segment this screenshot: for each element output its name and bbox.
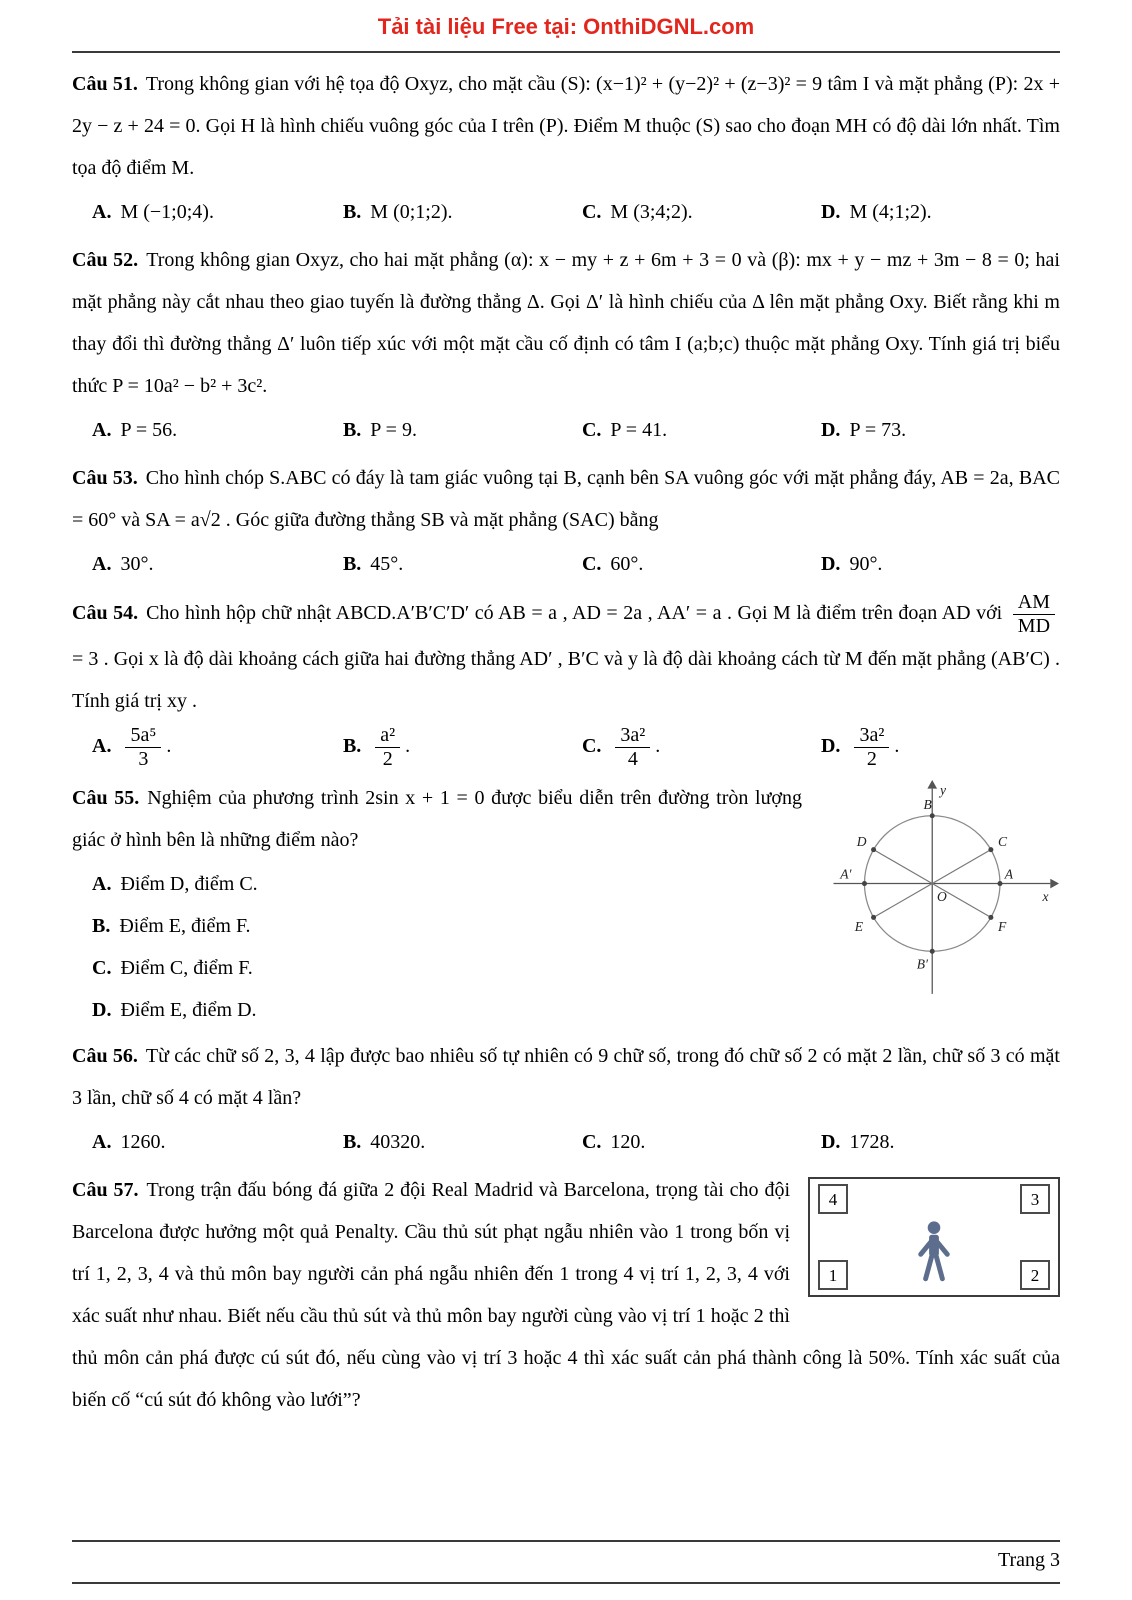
option-d [821, 724, 1060, 771]
question-54 [72, 591, 1060, 722]
question-51-options [72, 191, 1060, 233]
option-text: M (0;1;2). [370, 201, 453, 223]
unit-circle-diagram [818, 779, 1060, 1002]
option-text: P = 41. [610, 419, 668, 441]
option-letter: D. [820, 1131, 841, 1153]
question-51 [72, 63, 1060, 189]
label-y-axis: y [939, 782, 946, 798]
option-letter: B. [342, 735, 362, 758]
option-letter: B. [342, 553, 362, 575]
fraction-denominator: 3 [138, 748, 149, 770]
option-c [582, 1121, 821, 1163]
goal-position-3: 3 [1020, 1184, 1050, 1214]
option-suffix: . [166, 735, 172, 758]
option-text: 40320. [370, 1131, 426, 1153]
fraction-numerator: 3a² [615, 724, 650, 748]
question-51-text: Trong không gian với hệ tọa độ Oxyz, cho mặt cầu (S): (x−1)² + (y−2)² + (z−3)² = 9 tâm I và mặt phẳng (P): 2x + 2y − z + 24 = 0. Gọi H là hình chiếu vuông góc của I trên (P). Điểm M thuộc (S) sao cho đoạn MH có độ dài lớn nhất. Tìm tọa độ điểm M. [72, 73, 1060, 179]
option-text: P = 56. [120, 419, 178, 441]
option-b [343, 1121, 582, 1163]
fraction-numerator: 3a² [854, 724, 889, 748]
option-text: Điểm E, điểm D. [120, 999, 257, 1021]
question-57-block [72, 1169, 1060, 1423]
option-letter: A. [92, 1131, 112, 1153]
option-letter: A. [92, 735, 112, 758]
option-text: 1728. [849, 1131, 895, 1153]
option-a [92, 409, 343, 451]
option-letter: B. [342, 419, 362, 441]
option-text: M (3;4;2). [610, 201, 693, 223]
option-d [821, 409, 1060, 451]
fraction-denominator: 2 [866, 748, 877, 770]
option-suffix: . [894, 735, 900, 758]
option-letter: C. [581, 1131, 602, 1153]
question-55-block [72, 777, 1060, 1031]
option-letter: B. [342, 1131, 362, 1153]
option-c [582, 191, 821, 233]
label-point-A-prime: A′ [840, 866, 852, 882]
option-text: 1260. [120, 1131, 166, 1153]
option-b [343, 543, 582, 585]
question-52-options [72, 409, 1060, 451]
option-letter: A. [92, 553, 112, 575]
unit-circle-svg [818, 779, 1060, 1002]
option-letter: A. [92, 419, 112, 441]
label-point-E: E [854, 918, 864, 934]
question-56-text: Từ các chữ số 2, 3, 4 lập được bao nhiêu số tự nhiên có 9 chữ số, trong đó chữ số 2 có mặt 2 lần, chữ số 3 có mặt 3 lần, chữ số 4 có mặt 4 lần? [72, 1045, 1060, 1109]
goal-position-1: 1 [818, 1260, 848, 1290]
fraction [125, 724, 161, 771]
option-letter: C. [581, 419, 602, 441]
page-number: Trang 3 [997, 1549, 1060, 1571]
question-52-label: Câu 52. [72, 249, 139, 271]
question-53-label: Câu 53. [72, 467, 138, 489]
fraction [375, 724, 400, 771]
goal-position-4: 4 [818, 1184, 848, 1214]
option-letter: C. [581, 553, 602, 575]
option-d [821, 191, 1060, 233]
option-letter: C. [92, 957, 112, 979]
label-point-B: B [923, 797, 932, 813]
option-suffix: . [655, 735, 661, 758]
label-point-A: A [1004, 866, 1014, 882]
option-c [582, 543, 821, 585]
fraction-numerator: AM [1013, 591, 1055, 615]
option-letter: C. [581, 201, 602, 223]
question-52-block [72, 239, 1060, 451]
option-text: 60°. [610, 553, 644, 575]
option-suffix: . [405, 735, 411, 758]
option-letter: B. [92, 915, 111, 937]
page-title: Tải tài liệu Free tại: OnthiDGNL.com [377, 14, 755, 39]
question-53 [72, 457, 1060, 541]
option-c [582, 409, 821, 451]
option-letter: D. [820, 419, 841, 441]
question-54-text-2: = 3 . Gọi x là độ dài khoảng cách giữa hai đường thẳng AD′ , B′C và y là độ dài khoảng cách từ M đến mặt phẳng (AB′C) . Tính giá trị xy . [72, 648, 1060, 712]
option-text: 45°. [370, 553, 404, 575]
fraction-denominator: MD [1017, 615, 1051, 637]
option-text: Điểm C, điểm F. [120, 957, 253, 979]
option-a [92, 1121, 343, 1163]
question-53-block [72, 457, 1060, 585]
option-letter: B. [342, 201, 362, 223]
fraction-denominator: 2 [382, 748, 393, 770]
option-a [92, 543, 343, 585]
option-d [821, 543, 1060, 585]
option-text: 90°. [849, 553, 883, 575]
option-letter: D. [820, 553, 841, 575]
footer-bottom-divider [72, 1582, 1060, 1584]
question-56-options [72, 1121, 1060, 1163]
option-text: Điểm E, điểm F. [119, 915, 251, 937]
question-56-label: Câu 56. [72, 1045, 138, 1067]
question-57-label: Câu 57. [72, 1179, 139, 1201]
goalkeeper-icon [913, 1217, 955, 1293]
question-55-label: Câu 55. [72, 787, 140, 809]
option-b [343, 409, 582, 451]
fraction-am-md [1013, 591, 1055, 638]
fraction [615, 724, 650, 771]
question-54-text-1: Cho hình hộp chữ nhật ABCD.A′B′C′D′ có AB = a , AD = 2a , AA′ = a . Gọi M là điểm trên đoạn AD với [146, 602, 1003, 625]
option-letter: D. [92, 999, 112, 1021]
page-footer [72, 1540, 1060, 1586]
option-letter: D. [820, 735, 841, 758]
option-text: P = 9. [370, 419, 417, 441]
option-letter: D. [820, 201, 841, 223]
question-54-label: Câu 54. [72, 602, 139, 625]
option-text: 120. [610, 1131, 646, 1153]
option-c [582, 724, 821, 771]
option-letter: A. [92, 873, 112, 895]
option-b [343, 191, 582, 233]
label-point-F: F [998, 918, 1007, 934]
option-text: Điểm D, điểm C. [120, 873, 258, 895]
label-x-axis: x [1042, 888, 1049, 904]
fraction [854, 724, 889, 771]
footer-divider [72, 1540, 1060, 1542]
label-point-D: D [856, 833, 867, 849]
option-a [92, 724, 343, 771]
question-56 [72, 1035, 1060, 1119]
label-point-C: C [998, 833, 1008, 849]
question-56-block [72, 1035, 1060, 1163]
option-d [821, 1121, 1060, 1163]
option-text: M (−1;0;4). [120, 201, 214, 223]
option-letter: A. [92, 201, 112, 223]
goal-position-2: 2 [1020, 1260, 1050, 1290]
question-54-options [72, 724, 1060, 771]
question-52-text: Trong không gian Oxyz, cho hai mặt phẳng (α): x − my + z + 6m + 3 = 0 và (β): mx + y − mz + 3m − 8 = 0; hai mặt phẳng này cắt nhau theo giao tuyến là đường thẳng Δ. Gọi Δ′ là hình chiếu của Δ lên mặt phẳng Oxy. Biết rằng khi m thay đổi thì đường thẳng Δ′ luôn tiếp xúc với một mặt cầu cố định có tâm I (a;b;c) thuộc mặt phẳng Oxy. Tính giá trị biểu thức P = 10a² − b² + 3c². [72, 249, 1060, 397]
fraction-numerator: a² [375, 724, 400, 748]
label-point-B-prime: B′ [916, 956, 928, 972]
question-52 [72, 239, 1060, 407]
goal-diagram [808, 1177, 1060, 1297]
fraction-numerator: 5a⁵ [125, 724, 161, 748]
fraction-denominator: 4 [627, 748, 638, 770]
question-54-block [72, 591, 1060, 771]
option-text: M (4;1;2). [849, 201, 932, 223]
option-a [92, 191, 343, 233]
option-text: P = 73. [849, 419, 907, 441]
question-57-text: Trong trận đấu bóng đá giữa 2 đội Real Madrid và Barcelona, trọng tài cho đội Barcelona được hưởng một quả Penalty. Cầu thủ sút phạt ngẫu nhiên vào 1 trong bốn vị trí 1, 2, 3, 4 và thủ môn bay người cản phá ngẫu nhiên đến 1 trong 4 vị trí 1, 2, 3, 4 với xác suất như nhau. Biết nếu cầu thủ sút và thủ môn bay người cùng vào vị trí 1 hoặc 2 thì thủ môn cản phá được cú sút đó, nếu cùng vào vị trí 3 hoặc 4 thì xác suất cản phá thành công là 50%. Tính xác suất của biến cố “cú sút đó không vào lưới”? [72, 1179, 1060, 1411]
header-divider [72, 51, 1060, 53]
question-51-label: Câu 51. [72, 73, 138, 95]
question-53-options [72, 543, 1060, 585]
question-55-text: Nghiệm của phương trình 2sin x + 1 = 0 được biểu diễn trên đường tròn lượng giác ở hình bên là những điểm nào? [72, 787, 802, 851]
option-letter: C. [581, 735, 602, 758]
option-b [343, 724, 582, 771]
question-53-text: Cho hình chóp S.ABC có đáy là tam giác vuông tại B, cạnh bên SA vuông góc với mặt phẳng đáy, AB = 2a, BAC = 60° và SA = a√2 . Góc giữa đường thẳng SB và mặt phẳng (SAC) bằng [72, 467, 1060, 531]
option-text: 30°. [120, 553, 154, 575]
question-51-block [72, 63, 1060, 233]
label-point-O: O [937, 888, 947, 904]
